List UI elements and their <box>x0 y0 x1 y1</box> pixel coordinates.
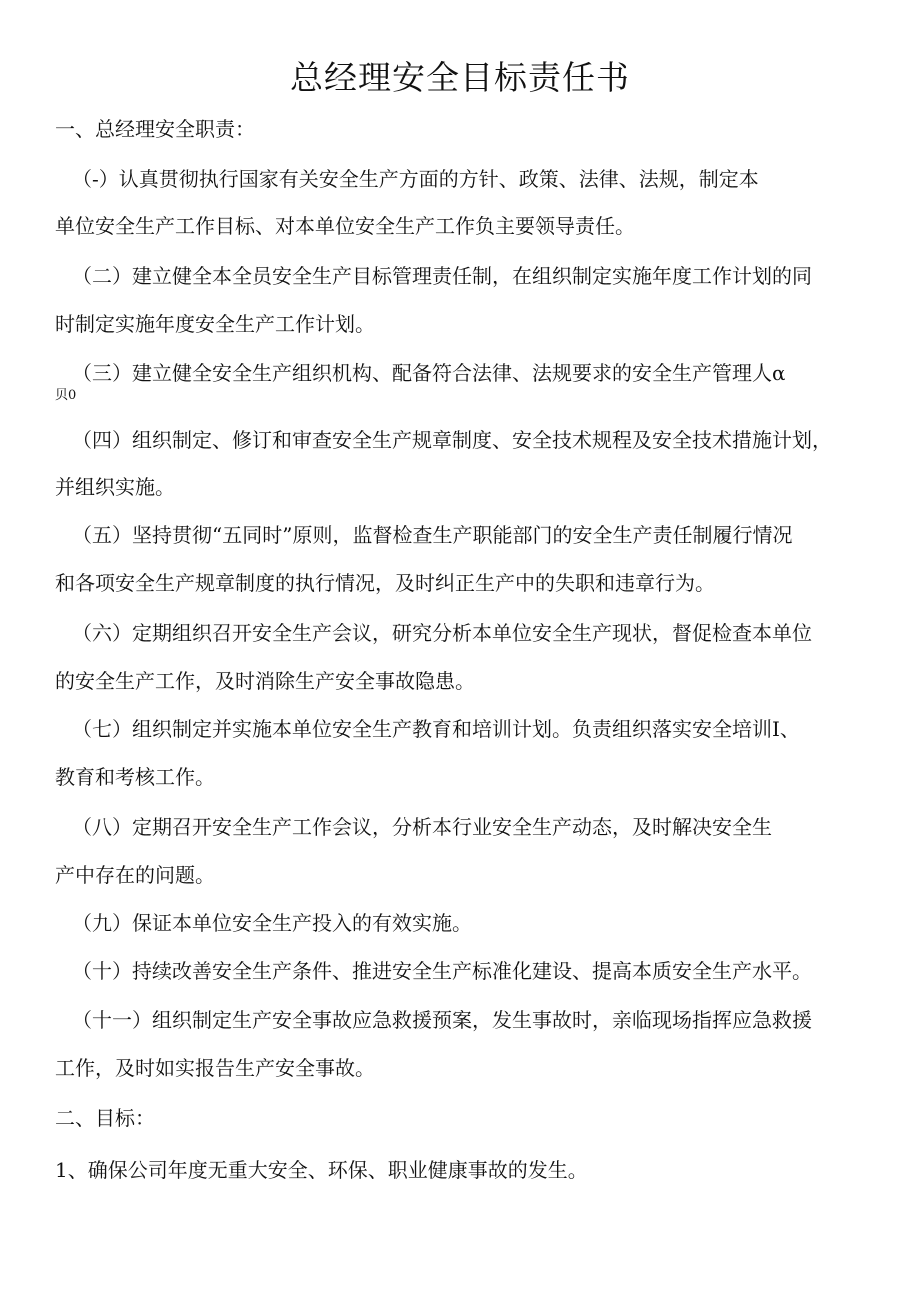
duty-item-11-line-2: 工作，及时如实报告生产安全事故。 <box>55 1056 375 1080</box>
duty-item-2-line-2: 时制定实施年度安全生产工作计划。 <box>55 312 375 336</box>
duty-item-11-line-1: （十一）组织制定生产安全事故应急救援预案，发生事故时，亲临现场指挥应急救援 <box>72 1008 812 1032</box>
duty-item-4-line-1: （四）组织制定、修订和审查安全生产规章制度、安全技术规程及安全技术措施计划， <box>72 428 832 452</box>
duty-item-7-line-1: （七）组织制定并实施本单位安全生产教育和培训计划。负责组织落实安全培训I、 <box>72 717 800 741</box>
duty-item-3-line-1: （三）建立健全安全生产组织机构、配备符合法律、法规要求的安全生产管理人α <box>72 361 786 385</box>
duty-item-5-line-1: （五）坚持贯彻“五同时”原则，监督检查生产职能部门的安全生产责任制履行情况 <box>72 523 793 547</box>
document-title: 总经理安全目标责任书 <box>290 58 630 97</box>
section-heading-duties: 一、总经理安全职责： <box>55 117 255 141</box>
duty-item-4-line-2: 并组织实施。 <box>55 475 175 499</box>
duty-item-7-line-2: 教育和考核工作。 <box>55 765 215 789</box>
duty-item-6-line-1: （六）定期组织召开安全生产会议，研究分析本单位安全生产现状，督促检查本单位 <box>72 621 812 645</box>
duty-item-9-line-1: （九）保证本单位安全生产投入的有效实施。 <box>72 911 472 935</box>
goal-item-1: 1、确保公司年度无重大安全、环保、职业健康事故的发生。 <box>55 1158 588 1182</box>
duty-item-10-line-1: （十）持续改善安全生产条件、推进安全生产标准化建设、提高本质安全生产水平。 <box>72 959 812 983</box>
section-heading-goals: 二、目标： <box>55 1106 155 1130</box>
duty-item-8-line-2: 产中存在的问题。 <box>55 863 215 887</box>
duty-item-8-line-1: （八）定期召开安全生产工作会议，分析本行业安全生产动态，及时解决安全生 <box>72 815 772 839</box>
duty-item-3-line-2: 贝0 <box>55 388 77 403</box>
duty-item-6-line-2: 的安全生产工作，及时消除生产安全事故隐患。 <box>55 669 475 693</box>
duty-item-1-line-1: （-）认真贯彻执行国家有关安全生产方面的方针、政策、法律、法规，制定本 <box>72 167 759 191</box>
duty-item-2-line-1: （二）建立健全本全员安全生产目标管理责任制，在组织制定实施年度工作计划的同 <box>72 264 812 288</box>
duty-item-5-line-2: 和各项安全生产规章制度的执行情况，及时纠正生产中的失职和违章行为。 <box>55 571 715 595</box>
duty-item-1-line-2: 单位安全生产工作目标、对本单位安全生产工作负主要领导责任。 <box>55 214 635 238</box>
